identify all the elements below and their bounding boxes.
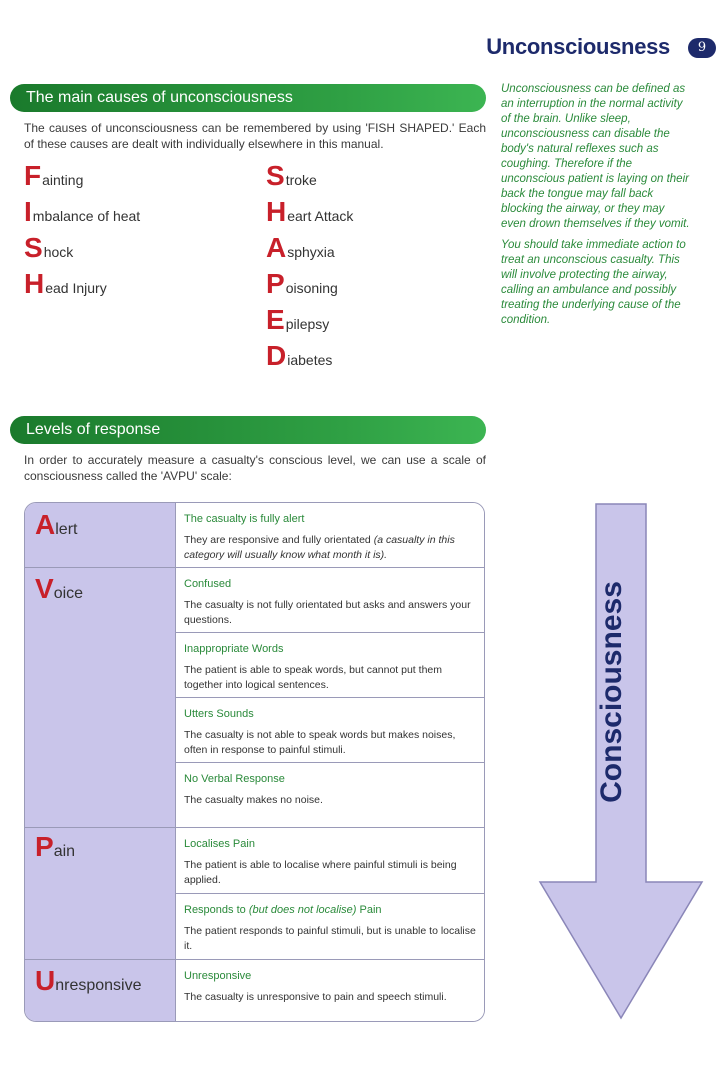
level-pain: Pain <box>35 831 76 862</box>
fish-item: Head Injury <box>24 268 107 299</box>
sidebar-definition <box>501 82 691 334</box>
shaped-item: Diabetes <box>266 340 333 371</box>
avpu-row: Unresponsive The casualty is unresponsive to pain and speech stimuli. <box>176 959 484 1022</box>
avpu-row: Responds to (but does not localise) Pain The patient responds to painful stimuli, but is unable to localise it. <box>176 893 484 960</box>
level-alert: Alert <box>35 509 78 540</box>
avpu-row: The casualty is fully alert They are responsive and fully orientated (a casualty in this category will usually know what month it is). <box>176 502 484 568</box>
arrow-label: Consciousness <box>595 581 628 803</box>
avpu-row: Localises Pain The patient is able to localise where painful stimuli is being applied. <box>176 827 484 893</box>
page-number: 9 <box>688 38 716 58</box>
shaped-item: Poisoning <box>266 268 338 299</box>
causes-intro: The causes of unconsciousness can be remembered by using 'FISH SHAPED.' Each of these causes are dealt with individually elsewhere in this manual. <box>24 121 486 151</box>
level-voice: Voice <box>35 573 84 604</box>
sidebar-paragraph: Unconsciousness can be defined as an interruption in the normal activity of the brain. Unlike sleep, unconsciousness can disable the body's natural reflexes such as coughing. Therefore if the unconscious patient is laying on their back the tongue may fall back blocking the airway, or they may even drown themselves if they vomit. <box>501 83 690 230</box>
divider <box>25 827 175 828</box>
avpu-table <box>24 502 485 1022</box>
divider <box>25 959 175 960</box>
causes-banner: The main causes of unconsciousness <box>10 84 486 112</box>
avpu-row: Utters Sounds The casualty is not able to speak words but makes noises, often in response to painful stimuli. <box>176 697 484 763</box>
fish-item: Fainting <box>24 160 84 191</box>
fish-item: Imbalance of heat <box>24 196 141 227</box>
avpu-level-column <box>25 503 175 1021</box>
divider <box>25 567 175 568</box>
fish-item: Shock <box>24 232 74 263</box>
avpu-row: Inappropriate Words The patient is able to speak words, but cannot put them together into logical sentences. <box>176 632 484 698</box>
shaped-list <box>266 160 353 376</box>
avpu-row: Confused The casualty is not fully orientated but asks and answers your questions. <box>176 567 484 633</box>
page-title: Unconsciousness <box>486 34 670 59</box>
shaped-item: Stroke <box>266 160 317 191</box>
avpu-description-column <box>175 503 484 1021</box>
fish-list <box>24 160 140 304</box>
sidebar-paragraph: You should take immediate action to treat an unconscious casualty. This will involve protecting the airway, calling an ambulance and possibly treating the underlying cause of the condition. <box>501 239 686 326</box>
shaped-item: Asphyxia <box>266 232 335 263</box>
consciousness-arrow <box>536 502 706 1022</box>
level-unresponsive: Unresponsive <box>35 965 142 996</box>
shaped-item: Heart Attack <box>266 196 354 227</box>
levels-intro: In order to accurately measure a casualty's conscious level, we can use a scale of consciousness called the 'AVPU' scale: <box>24 453 486 483</box>
levels-banner: Levels of response <box>10 416 486 444</box>
shaped-item: Epilepsy <box>266 304 330 335</box>
avpu-row: No Verbal Response The casualty makes no noise. <box>176 762 484 828</box>
